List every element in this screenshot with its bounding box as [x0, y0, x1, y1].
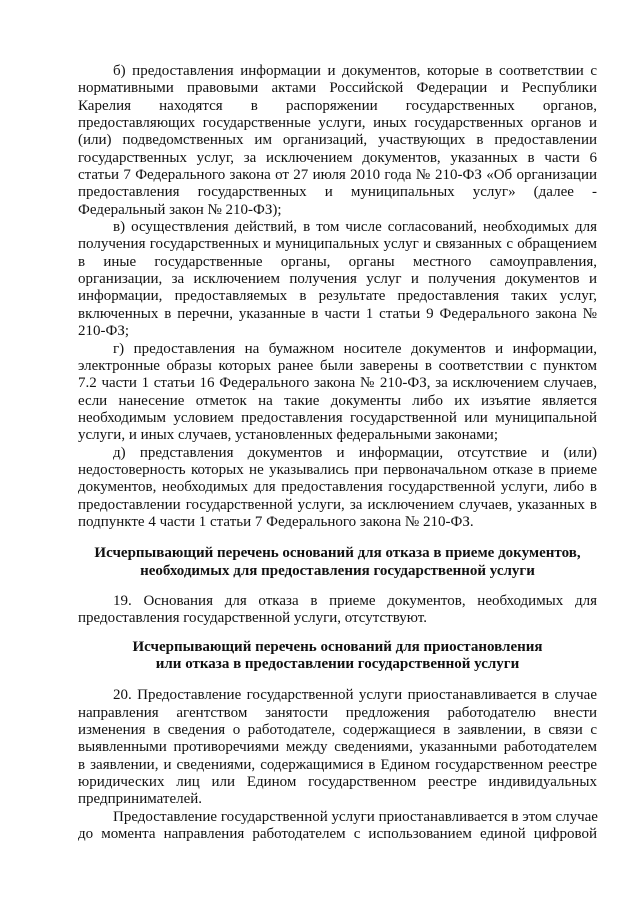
subitem-d-paragraph — [78, 445, 597, 532]
paragraph-line: 20. Предоставление государственной услуги приостанавливается в случае — [113, 687, 597, 704]
paragraph-line: юридических лиц или Едином государственном реестре индивидуальных — [78, 774, 597, 791]
paragraph-line: 19. Основания для отказа в приеме документов, необходимых для — [113, 592, 597, 609]
paragraph-line: нормативными правовыми актами Российской Федерации и Республики — [78, 80, 597, 97]
paragraph-line: предпринимателей. — [78, 791, 203, 808]
heading-line: Исчерпывающий перечень оснований для приостановления — [132, 638, 543, 655]
subitem-v-paragraph — [78, 219, 597, 340]
point-20-paragraph — [78, 687, 597, 808]
section-heading-refusal-acceptance — [78, 545, 597, 580]
paragraph-line: г) предоставления на бумажном носителе документов и информации, — [113, 340, 597, 357]
subitem-g-paragraph — [78, 341, 597, 445]
paragraph-line: Федеральный закон № 210-ФЗ); — [78, 201, 282, 218]
paragraph-line: информации, предоставляемых в результате предоставления таких услуг, — [78, 288, 597, 305]
paragraph-line: организации, за исключением получения услуг и получения документов и — [78, 271, 597, 288]
point-19-paragraph — [78, 593, 597, 628]
paragraph-line: до момента направления работодателем с использованием единой цифровой — [78, 826, 597, 843]
paragraph-line: 210-ФЗ; — [78, 323, 130, 340]
paragraph-line: выявленными противоречиями между сведениями, указанными работодателем — [78, 739, 597, 756]
subitem-b-paragraph — [78, 63, 597, 219]
paragraph-line: б) предоставления информации и документов, которые в соответствии с — [113, 63, 597, 79]
paragraph-line: статьи 7 Федерального закона от 27 июля 2010 года № 210-ФЗ «Об организации — [78, 167, 597, 184]
paragraph-line: документов, необходимых для предоставления государственной услуги, либо в — [78, 479, 597, 496]
paragraph-line: Карелия находятся в распоряжении государственных органов, — [78, 97, 597, 114]
paragraph-line: электронные образы которых ранее были заверены в соответствии с пунктом — [78, 357, 597, 374]
paragraph-line: государственных услуг, за исключением документов, указанных в части 6 — [78, 149, 597, 166]
paragraph-line: (или) подведомственных им организаций, участвующих в предоставлении — [78, 132, 597, 149]
document-body — [78, 63, 597, 843]
paragraph-line: недостоверность которых не указывались при первоначальном отказе в приеме — [78, 461, 597, 478]
paragraph-line: направления агентством занятости предложения работодателю внести — [78, 704, 597, 721]
paragraph-line: предоставлении государственной услуги, за исключением случаев, указанных в — [78, 496, 597, 513]
paragraph-line: в иные государственные органы, органы местного самоуправления, — [78, 253, 597, 270]
heading-line: Исчерпывающий перечень оснований для отказа в приеме документов, — [94, 545, 581, 562]
paragraph-line: необходимым условием предоставления государственной или муниципальной — [78, 409, 597, 426]
paragraph-line: д) представления документов и информации, отсутствие и (или) — [113, 444, 597, 461]
paragraph-line: в заявлении, и сведениями, содержащимися в Едином государственном реестре — [78, 756, 597, 773]
section-heading-suspension-refusal — [78, 639, 597, 674]
heading-line: или отказа в предоставлении государственной услуги — [155, 656, 520, 672]
paragraph-line: предоставления государственной услуги, отсутствуют. — [78, 610, 427, 627]
paragraph-line: включенных в перечни, указанные в части 1 статьи 9 Федерального закона № — [78, 305, 597, 322]
paragraph-line: получения государственных и муниципальных услуг и связанных с обращением — [78, 236, 597, 253]
paragraph-line: услуги, и иных случаев, установленных федеральными законами; — [78, 427, 498, 444]
paragraph-line: предоставляющих государственные услуги, иных государственных органов и — [78, 115, 597, 132]
point-20-continuation-paragraph — [78, 809, 597, 844]
paragraph-line: изменения в сведения о работодателе, содержащиеся в заявлении, в связи с — [78, 722, 597, 739]
paragraph-line: предоставления государственных и муниципальных услуг» (далее - — [78, 184, 597, 201]
paragraph-line: в) осуществления действий, в том числе согласований, необходимых для — [113, 219, 597, 236]
paragraph-line: 7.2 части 1 статьи 16 Федерального закона № 210-ФЗ, за исключением случаев, — [78, 375, 597, 392]
paragraph-line: Предоставление государственной услуги приостанавливается в этом случае — [113, 808, 598, 825]
paragraph-line: подпункте 4 части 1 статьи 7 Федерального закона № 210-ФЗ. — [78, 513, 474, 530]
paragraph-line: если нанесение отметок на такие документы либо их изъятие является — [78, 392, 597, 409]
heading-line: необходимых для предоставления государственной услуги — [140, 562, 535, 579]
